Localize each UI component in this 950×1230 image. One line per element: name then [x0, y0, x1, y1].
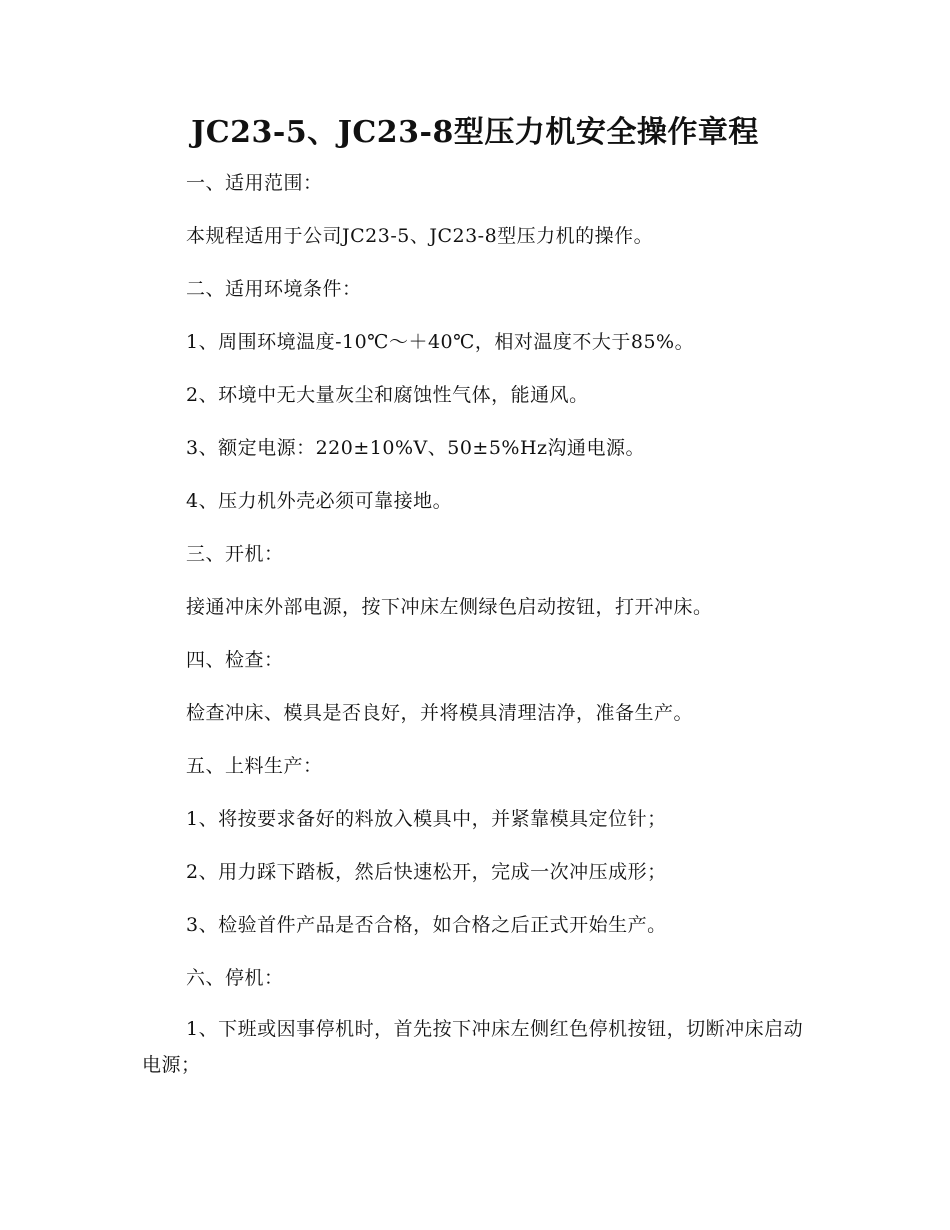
section-heading-start: 三、开机： — [186, 543, 284, 565]
paragraph-env-2: 2、环境中无大量灰尘和腐蚀性气体，能通风。 — [186, 384, 589, 406]
document-body — [142, 163, 810, 1096]
section-heading-check: 四、检查： — [186, 649, 284, 671]
paragraph-env-4: 4、压力机外壳必须可靠接地。 — [186, 490, 453, 512]
document-title: JC23-5、JC23-8型压力机安全操作章程 — [191, 115, 759, 150]
section-heading-production: 五、上料生产： — [186, 755, 323, 777]
paragraph-env-3: 3、额定电源：220±10%V、50±5%Hz沟通电源。 — [186, 437, 646, 459]
section-heading-scope: 一、适用范围： — [186, 172, 323, 194]
section-heading-stop: 六、停机： — [186, 967, 284, 989]
paragraph-scope: 本规程适用于公司JC23-5、JC23-8型压力机的操作。 — [186, 225, 654, 247]
paragraph-env-1: 1、周围环境温度-10℃～＋40℃，相对温度不大于85%。 — [186, 331, 695, 353]
paragraph-production-2: 2、用力踩下踏板，然后快速松开，完成一次冲压成形； — [186, 861, 667, 883]
paragraph-check: 检查冲床、模具是否良好，并将模具清理洁净，准备生产。 — [186, 702, 694, 724]
paragraph-stop-1: 1、下班或因事停机时，首先按下冲床左侧红色停机按钮，切断冲床启动电源； — [142, 1018, 804, 1076]
paragraph-production-3: 3、检验首件产品是否合格，如合格之后正式开始生产。 — [186, 914, 667, 936]
paragraph-start: 接通冲床外部电源，按下冲床左侧绿色启动按钮，打开冲床。 — [186, 596, 713, 618]
paragraph-production-1: 1、将按要求备好的料放入模具中，并紧靠模具定位针； — [186, 808, 667, 830]
section-heading-environment: 二、适用环境条件： — [186, 278, 362, 300]
